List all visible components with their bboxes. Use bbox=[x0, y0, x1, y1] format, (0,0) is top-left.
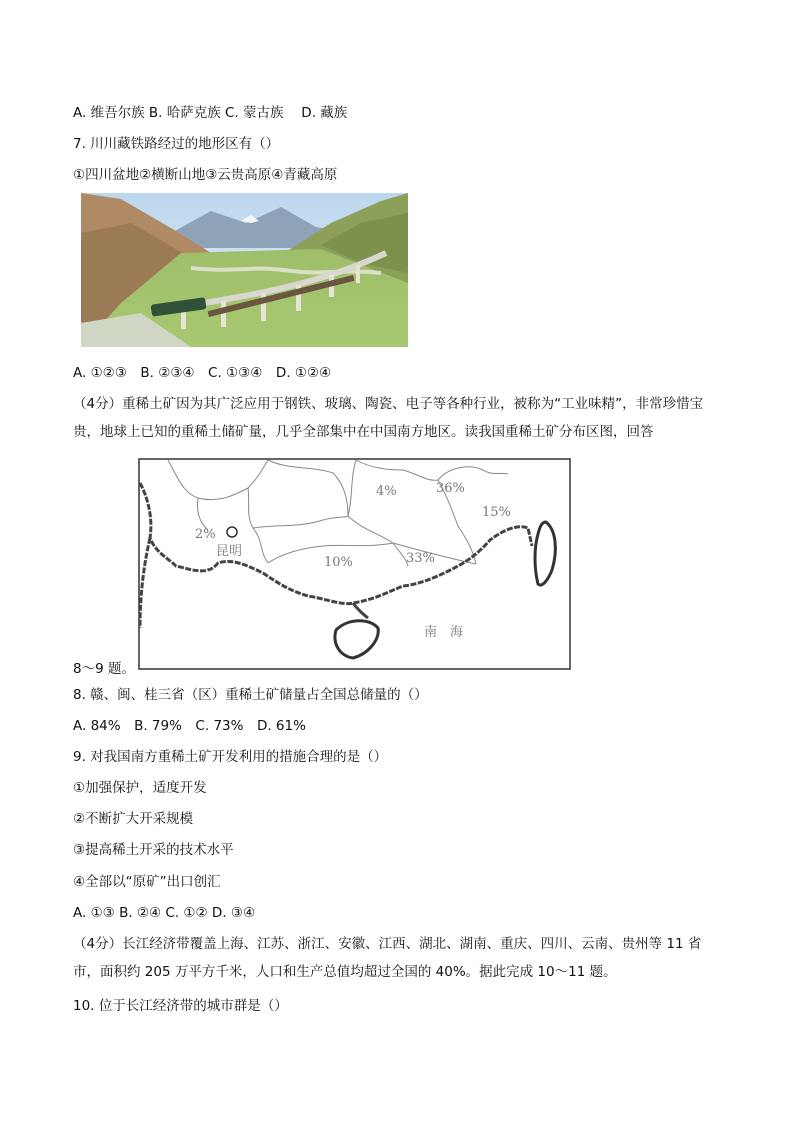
intro-8-9: （4分）重稀土矿因为其广泛应用于钢铁、玻璃、陶瓷、电子等各种行业，被称为“工业味精”，非常珍惜宝贵，地球上已知的重稀土储矿量，几乎全部集中在中国南方地区。读我国重稀土矿分布区图，回答 bbox=[73, 396, 704, 440]
rare-earth-map-svg bbox=[138, 458, 571, 670]
south-china-sea-label: 南 海 bbox=[424, 625, 464, 640]
guangdong-percent: 33% bbox=[406, 551, 435, 566]
q7-options: A. ①②③ B. ②③④ C. ①③④ D. ①②④ bbox=[73, 365, 332, 381]
rare-earth-distribution-map bbox=[138, 458, 571, 670]
q9-item-4: ④全部以“原矿”出口创汇 bbox=[73, 874, 221, 890]
q9-item-2: ②不断扩大开采规模 bbox=[73, 811, 194, 827]
q7-items: ①四川盆地②横断山地③云贵高原④青藏高原 bbox=[73, 167, 338, 183]
hunan-percent: 4% bbox=[376, 484, 397, 499]
yunnan-percent: 2% bbox=[195, 527, 216, 542]
jiangxi-percent: 36% bbox=[436, 481, 465, 496]
q8-options: A. 84% B. 79% C. 73% D. 61% bbox=[73, 718, 306, 734]
q9-item-3: ③提高稀土开采的技术水平 bbox=[73, 842, 234, 858]
kunming-label: 昆明 bbox=[216, 544, 243, 559]
q9-item-1: ①加强保护，适度开发 bbox=[73, 780, 207, 796]
intro-8-9-tail: 8～9 题。 bbox=[73, 661, 135, 677]
railway-bridge-illustration bbox=[81, 193, 408, 347]
q7-stem: 7. 川川藏铁路经过的地形区有（） bbox=[73, 136, 280, 152]
q10-stem: 10. 位于长江经济带的城市群是（） bbox=[73, 998, 288, 1014]
q8-stem: 8. 赣、闽、桂三省（区）重稀土矿储量占全国总储量的（） bbox=[73, 687, 428, 703]
intro-10-11: （4分）长江经济带覆盖上海、江苏、浙江、安徽、江西、湖北、湖南、重庆、四川、云南、贵州等 11 省市，面积约 205 万平方千米，人口和生产总值均超过全国的 40%。据此完成 10～11 题。 bbox=[73, 936, 702, 980]
railway-bridge-photo bbox=[81, 193, 408, 347]
guangxi-percent: 10% bbox=[324, 555, 353, 570]
fujian-percent: 15% bbox=[482, 505, 511, 520]
q9-stem: 9. 对我国南方重稀土矿开发利用的措施合理的是（） bbox=[73, 749, 388, 765]
kunming-marker bbox=[227, 527, 237, 537]
q9-options: A. ①③ B. ②④ C. ①② D. ③④ bbox=[73, 905, 256, 921]
q6-options: A. 维吾尔族 B. 哈萨克族 C. 蒙古族 D. 藏族 bbox=[73, 105, 348, 121]
